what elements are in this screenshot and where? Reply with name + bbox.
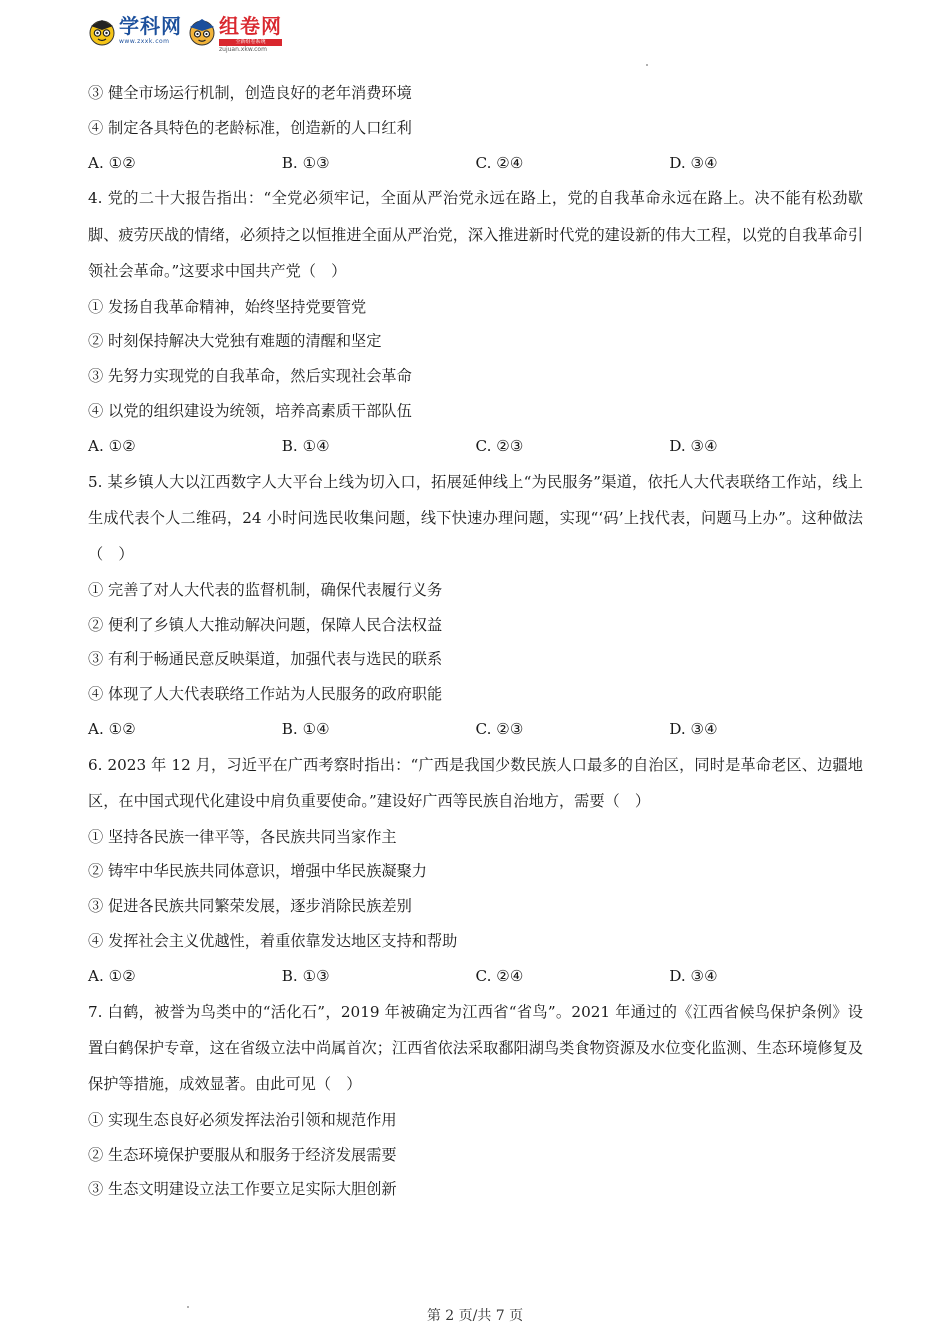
choice-a: A. ①② xyxy=(88,720,136,738)
option: ③ 健全市场运行机制，创造良好的老年消费环境 xyxy=(88,84,412,102)
option: ③ 先努力实现党的自我革命，然后实现社会革命 xyxy=(88,367,412,386)
logo-title: 组卷网 xyxy=(219,14,282,38)
logo-url: www.zxxk.com xyxy=(119,38,170,45)
option: ③ 促进各民族共同繁荣发展，逐步消除民族差别 xyxy=(88,897,412,916)
choice-c: C. ②③ xyxy=(475,720,524,738)
logo-badge: 全新组卷系统 xyxy=(219,39,282,46)
option: ② 铸牢中华民族共同体意识，增强中华民族凝聚力 xyxy=(88,862,427,881)
zxxk-logo[interactable] xyxy=(88,14,182,46)
option: ① 坚持各民族一律平等，各民族共同当家作主 xyxy=(88,827,397,846)
answer-choices xyxy=(88,429,863,464)
question-stem: 6. 2023 年 12 月，习近平在广西考察时指出：“广西是我国少数民族人口最多的自治区，同时是革命老区、边疆地区，在中国式现代化建设中肩负重要使命。”建设好广西等民族自治地方，需要（ ） xyxy=(88,755,863,811)
question-stem: 5. 某乡镇人大以江西数字人大平台上线为切入口，拓展延伸线上“为民服务”渠道，依托人大代表联络工作站，线上生成代表个人二维码，24 小时问选民收集问题，线下快速办理问题，实现“‘码’上找代表，问题马上办”。这种做法（ ） xyxy=(88,472,863,564)
question-stem: 7. 白鹤，被誉为鸟类中的“活化石”，2019 年被确定为江西省“省鸟”。2021 年通过的《江西省候鸟保护条例》设置白鹤保护专章，这在省级立法中尚属首次；江西省依法采取鄱阳湖鸟类食物资源及水位变化监测、生态环境修复及保护等措施，成效显著。由此可见（ ） xyxy=(88,1002,863,1094)
option: ② 生态环境保护要服从和服务于经济发展需要 xyxy=(88,1145,397,1164)
option: ③ 生态文明建设立法工作要立足实际大胆创新 xyxy=(88,1180,397,1199)
choice-a: A. ①② xyxy=(88,153,136,172)
option: ④ 发挥社会主义优越性，着重依靠发达地区支持和帮助 xyxy=(88,932,458,950)
mascot-face-icon xyxy=(88,18,116,46)
choice-a: A. ①② xyxy=(88,436,136,455)
option: ① 完善了对人大代表的监督机制，确保代表履行义务 xyxy=(88,580,443,599)
option: ① 发扬自我革命精神，始终坚持党要管党 xyxy=(88,297,367,316)
choice-d: D. ③④ xyxy=(669,720,718,738)
option: ③ 有利于畅通民意反映渠道，加强代表与选民的联系 xyxy=(88,650,443,669)
choice-b: B. ①③ xyxy=(281,153,330,172)
mascot-face-icon xyxy=(188,18,216,46)
option: ② 时刻保持解决大党独有难题的清醒和坚定 xyxy=(88,332,382,351)
choice-b: B. ①④ xyxy=(281,436,330,455)
choice-c: C. ②③ xyxy=(475,436,524,455)
option: ④ 以党的组织建设为统领，培养高素质干部队伍 xyxy=(88,402,412,420)
choice-a: A. ①② xyxy=(88,966,136,985)
answer-choices xyxy=(88,146,863,181)
header xyxy=(88,14,282,54)
option: ② 便利了乡镇人大推动解决问题，保障人民合法权益 xyxy=(88,615,443,634)
choice-c: C. ②④ xyxy=(475,966,524,985)
choice-d: D. ③④ xyxy=(669,436,718,455)
page-number: 第 2 页/共 7 页 xyxy=(426,1308,524,1324)
question-stem: 4. 党的二十大报告指出：“全党必须牢记，全面从严治党永远在路上，党的自我革命永远在路上。决不能有松劲歇脚、疲劳厌战的情绪，必须持之以恒推进全面从严治党，深入推进新时代党的建设新的伟大工程，以党的自我革命引领社会革命。”这要求中国共产党（ ） xyxy=(88,189,863,281)
choice-d: D. ③④ xyxy=(669,153,718,172)
choice-d: D. ③④ xyxy=(669,966,718,985)
exam-content xyxy=(88,76,863,1207)
answer-choices xyxy=(88,712,863,747)
logo-url: zujuan.xkw.com xyxy=(219,46,267,53)
speck xyxy=(646,64,648,66)
choice-c: C. ②④ xyxy=(475,153,524,172)
answer-choices xyxy=(88,959,863,994)
choice-b: B. ①④ xyxy=(281,720,330,738)
option: ① 实现生态良好必须发挥法治引领和规范作用 xyxy=(88,1110,397,1129)
option: ④ 制定各具特色的老龄标准，创造新的人口红利 xyxy=(88,118,412,137)
zujuan-logo[interactable] xyxy=(188,14,282,53)
choice-b: B. ①③ xyxy=(281,966,330,985)
logo-title: 学科网 xyxy=(119,14,182,38)
option: ④ 体现了人大代表联络工作站为人民服务的政府职能 xyxy=(88,685,443,704)
